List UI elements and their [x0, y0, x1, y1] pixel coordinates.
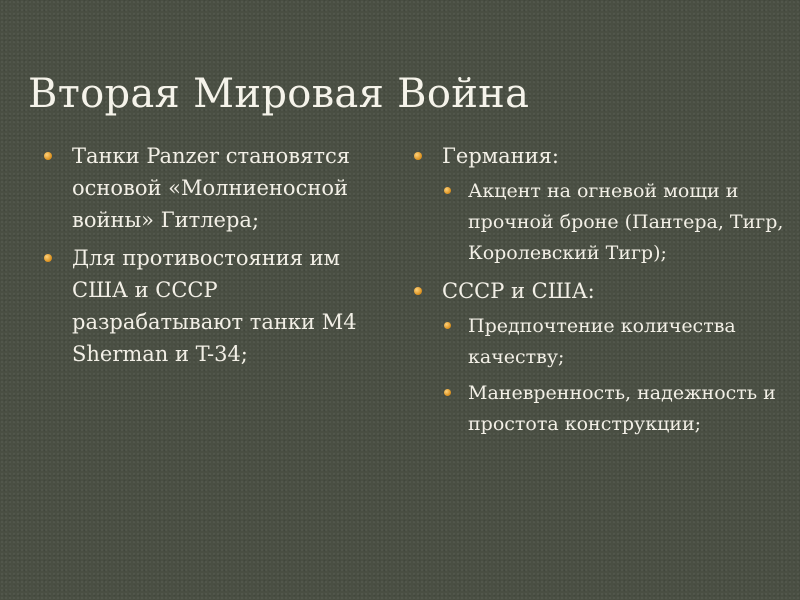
left-column	[44, 140, 374, 376]
sub-bullet-text: Акцент на огневой мощи и прочной броне (Пантера, Тигр, Королевский Тигр);	[468, 180, 784, 264]
sub-bullet-text: Маневренность, надежность и простота конструкции;	[468, 382, 776, 435]
bullet-dot-icon	[44, 254, 52, 262]
left-bullet-text: Для противостояния им США и СССР разрабатывают танки M4 Sherman и T-34;	[72, 246, 357, 366]
bullet-dot-icon	[414, 152, 422, 160]
group-heading: Германия:	[442, 144, 559, 168]
group-germany	[414, 140, 784, 269]
sub-bullet-list	[442, 176, 784, 269]
left-bullet-item	[44, 242, 374, 370]
bullet-dot-icon	[414, 287, 422, 295]
sub-bullet-item	[442, 176, 784, 269]
sub-bullet-item	[442, 311, 784, 373]
right-bullet-list	[414, 140, 784, 440]
bullet-dot-icon	[44, 152, 52, 160]
right-column	[414, 140, 784, 446]
bullet-dot-icon	[444, 322, 451, 329]
left-bullet-list	[44, 140, 374, 370]
group-heading: СССР и США:	[442, 279, 595, 303]
bullet-dot-icon	[444, 389, 451, 396]
group-ussr-usa	[414, 275, 784, 440]
sub-bullet-list	[442, 311, 784, 440]
bullet-dot-icon	[444, 187, 451, 194]
sub-bullet-item	[442, 378, 784, 440]
left-bullet-item	[44, 140, 374, 236]
slide-title: Вторая Мировая Война	[28, 71, 530, 117]
sub-bullet-text: Предпочтение количества качеству;	[468, 315, 736, 368]
left-bullet-text: Танки Panzer становятся основой «Молниеносной войны» Гитлера;	[72, 144, 350, 232]
